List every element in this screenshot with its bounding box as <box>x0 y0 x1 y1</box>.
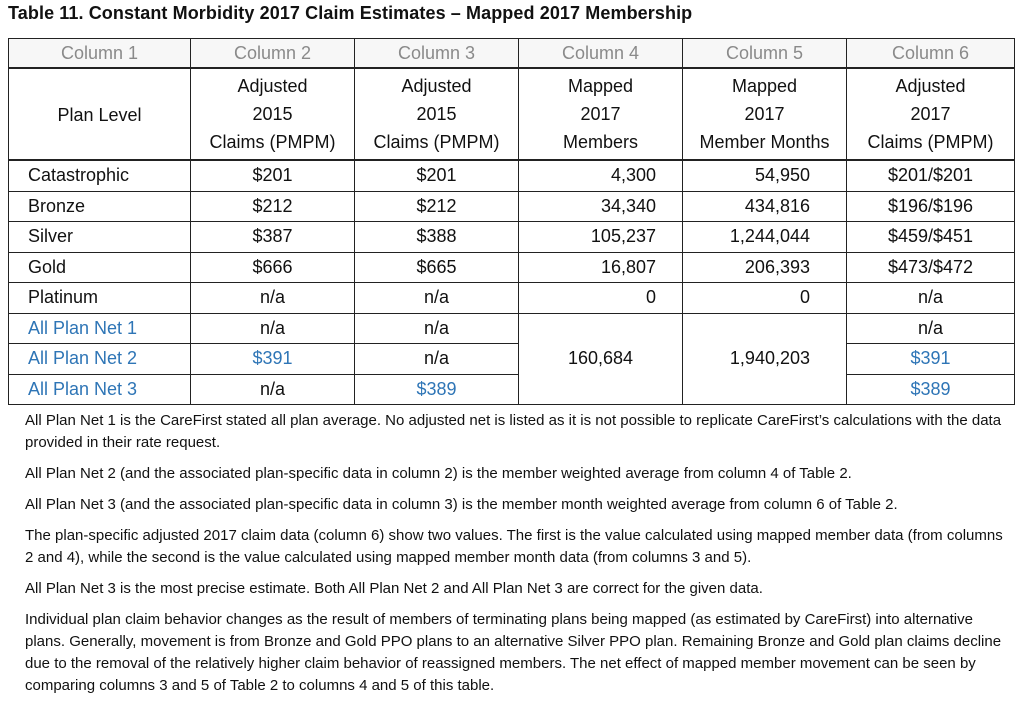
note-paragraph: Individual plan claim behavior changes as the result of members of terminating plans being mapped (as estimated by CareFirst) into alternative plans. Generally, movement is from Bronze and Gold PPO plans to an alternative Silver PPO plan. Remaining Bronze and Gold plan claims decline due to the removal of the relatively higher claim behavior of reassigned members. The net effect of mapped member movement can be seen by comparing columns 3 and 5 of Table 2 to columns 4 and 5 of this table. <box>25 611 1002 694</box>
plan-name: Platinum <box>9 283 191 314</box>
table-notes <box>25 410 1005 706</box>
table-cell: 0 <box>683 283 847 314</box>
table-row <box>9 374 1015 405</box>
note-paragraph: All Plan Net 1 is the CareFirst stated all plan average. No adjusted net is listed as it is not possible to replicate CareFirst’s calculations with the data provided in their rate request. <box>25 412 1002 451</box>
table-row <box>9 222 1015 253</box>
table-cell: $201/$201 <box>847 160 1015 191</box>
net-total-member-months: 1,940,203 <box>683 313 847 405</box>
table-cell: $389 <box>355 374 519 405</box>
table-cell: n/a <box>191 374 355 405</box>
note-paragraph: All Plan Net 3 is the most precise estimate. Both All Plan Net 2 and All Plan Net 3 are correct for the given data. <box>25 580 763 597</box>
table-cell: n/a <box>355 313 519 344</box>
plan-name-net: All Plan Net 2 <box>9 344 191 375</box>
table-row <box>9 160 1015 191</box>
table-cell: $196/$196 <box>847 191 1015 222</box>
header-cell: Mapped 2017 Members <box>519 68 683 160</box>
table-cell: $391 <box>847 344 1015 375</box>
plan-name-net: All Plan Net 3 <box>9 374 191 405</box>
table-cell: $212 <box>355 191 519 222</box>
table-cell: n/a <box>191 313 355 344</box>
net-total-members: 160,684 <box>519 313 683 405</box>
header-plan-level: Plan Level <box>9 68 191 160</box>
table-cell: 206,393 <box>683 252 847 283</box>
table-cell: 0 <box>519 283 683 314</box>
table-cell: 105,237 <box>519 222 683 253</box>
column-label: Column 5 <box>683 39 847 69</box>
table-cell: $666 <box>191 252 355 283</box>
table-cell: $388 <box>355 222 519 253</box>
table-cell: $391 <box>191 344 355 375</box>
header-cell: Mapped 2017 Member Months <box>683 68 847 160</box>
claim-estimates-table <box>8 38 1015 405</box>
header-row <box>9 68 1015 160</box>
table-row <box>9 283 1015 314</box>
table-cell: n/a <box>191 283 355 314</box>
table-cell: $387 <box>191 222 355 253</box>
note-paragraph: All Plan Net 3 (and the associated plan-specific data in column 3) is the member month weighted average from column 6 of Table 2. <box>25 496 898 513</box>
header-cell: Adjusted 2015 Claims (PMPM) <box>355 68 519 160</box>
table-cell: n/a <box>355 344 519 375</box>
header-cell: Adjusted 2017 Claims (PMPM) <box>847 68 1015 160</box>
table-cell: $201 <box>191 160 355 191</box>
table-row <box>9 252 1015 283</box>
table-cell: $201 <box>355 160 519 191</box>
table-row <box>9 344 1015 375</box>
table-cell: n/a <box>355 283 519 314</box>
column-label: Column 2 <box>191 39 355 69</box>
table-cell: $389 <box>847 374 1015 405</box>
column-label: Column 3 <box>355 39 519 69</box>
table-cell: $665 <box>355 252 519 283</box>
note-paragraph: All Plan Net 2 (and the associated plan-specific data in column 2) is the member weighted average from column 4 of Table 2. <box>25 465 852 482</box>
table-cell: $473/$472 <box>847 252 1015 283</box>
table-cell: 434,816 <box>683 191 847 222</box>
table-row <box>9 313 1015 344</box>
plan-name: Catastrophic <box>9 160 191 191</box>
table-cell: 34,340 <box>519 191 683 222</box>
table-row <box>9 191 1015 222</box>
plan-name: Bronze <box>9 191 191 222</box>
header-cell: Adjusted 2015 Claims (PMPM) <box>191 68 355 160</box>
table-cell: 54,950 <box>683 160 847 191</box>
table-cell: n/a <box>847 283 1015 314</box>
column-label: Column 4 <box>519 39 683 69</box>
table-cell: $212 <box>191 191 355 222</box>
table-cell: $459/$451 <box>847 222 1015 253</box>
plan-name-net: All Plan Net 1 <box>9 313 191 344</box>
table-cell: n/a <box>847 313 1015 344</box>
column-label: Column 1 <box>9 39 191 69</box>
table-cell: 1,244,044 <box>683 222 847 253</box>
column-number-row <box>9 39 1015 69</box>
table-cell: 16,807 <box>519 252 683 283</box>
table-cell: 4,300 <box>519 160 683 191</box>
plan-name: Gold <box>9 252 191 283</box>
plan-name: Silver <box>9 222 191 253</box>
note-paragraph: The plan-specific adjusted 2017 claim data (column 6) show two values. The first is the value calculated using mapped member data (from columns 2 and 4), while the second is the value calculated using mapped member month data (from columns 3 and 5). <box>25 527 1003 566</box>
table-title: Table 11. Constant Morbidity 2017 Claim Estimates – Mapped 2017 Membership <box>8 3 693 23</box>
column-label: Column 6 <box>847 39 1015 69</box>
